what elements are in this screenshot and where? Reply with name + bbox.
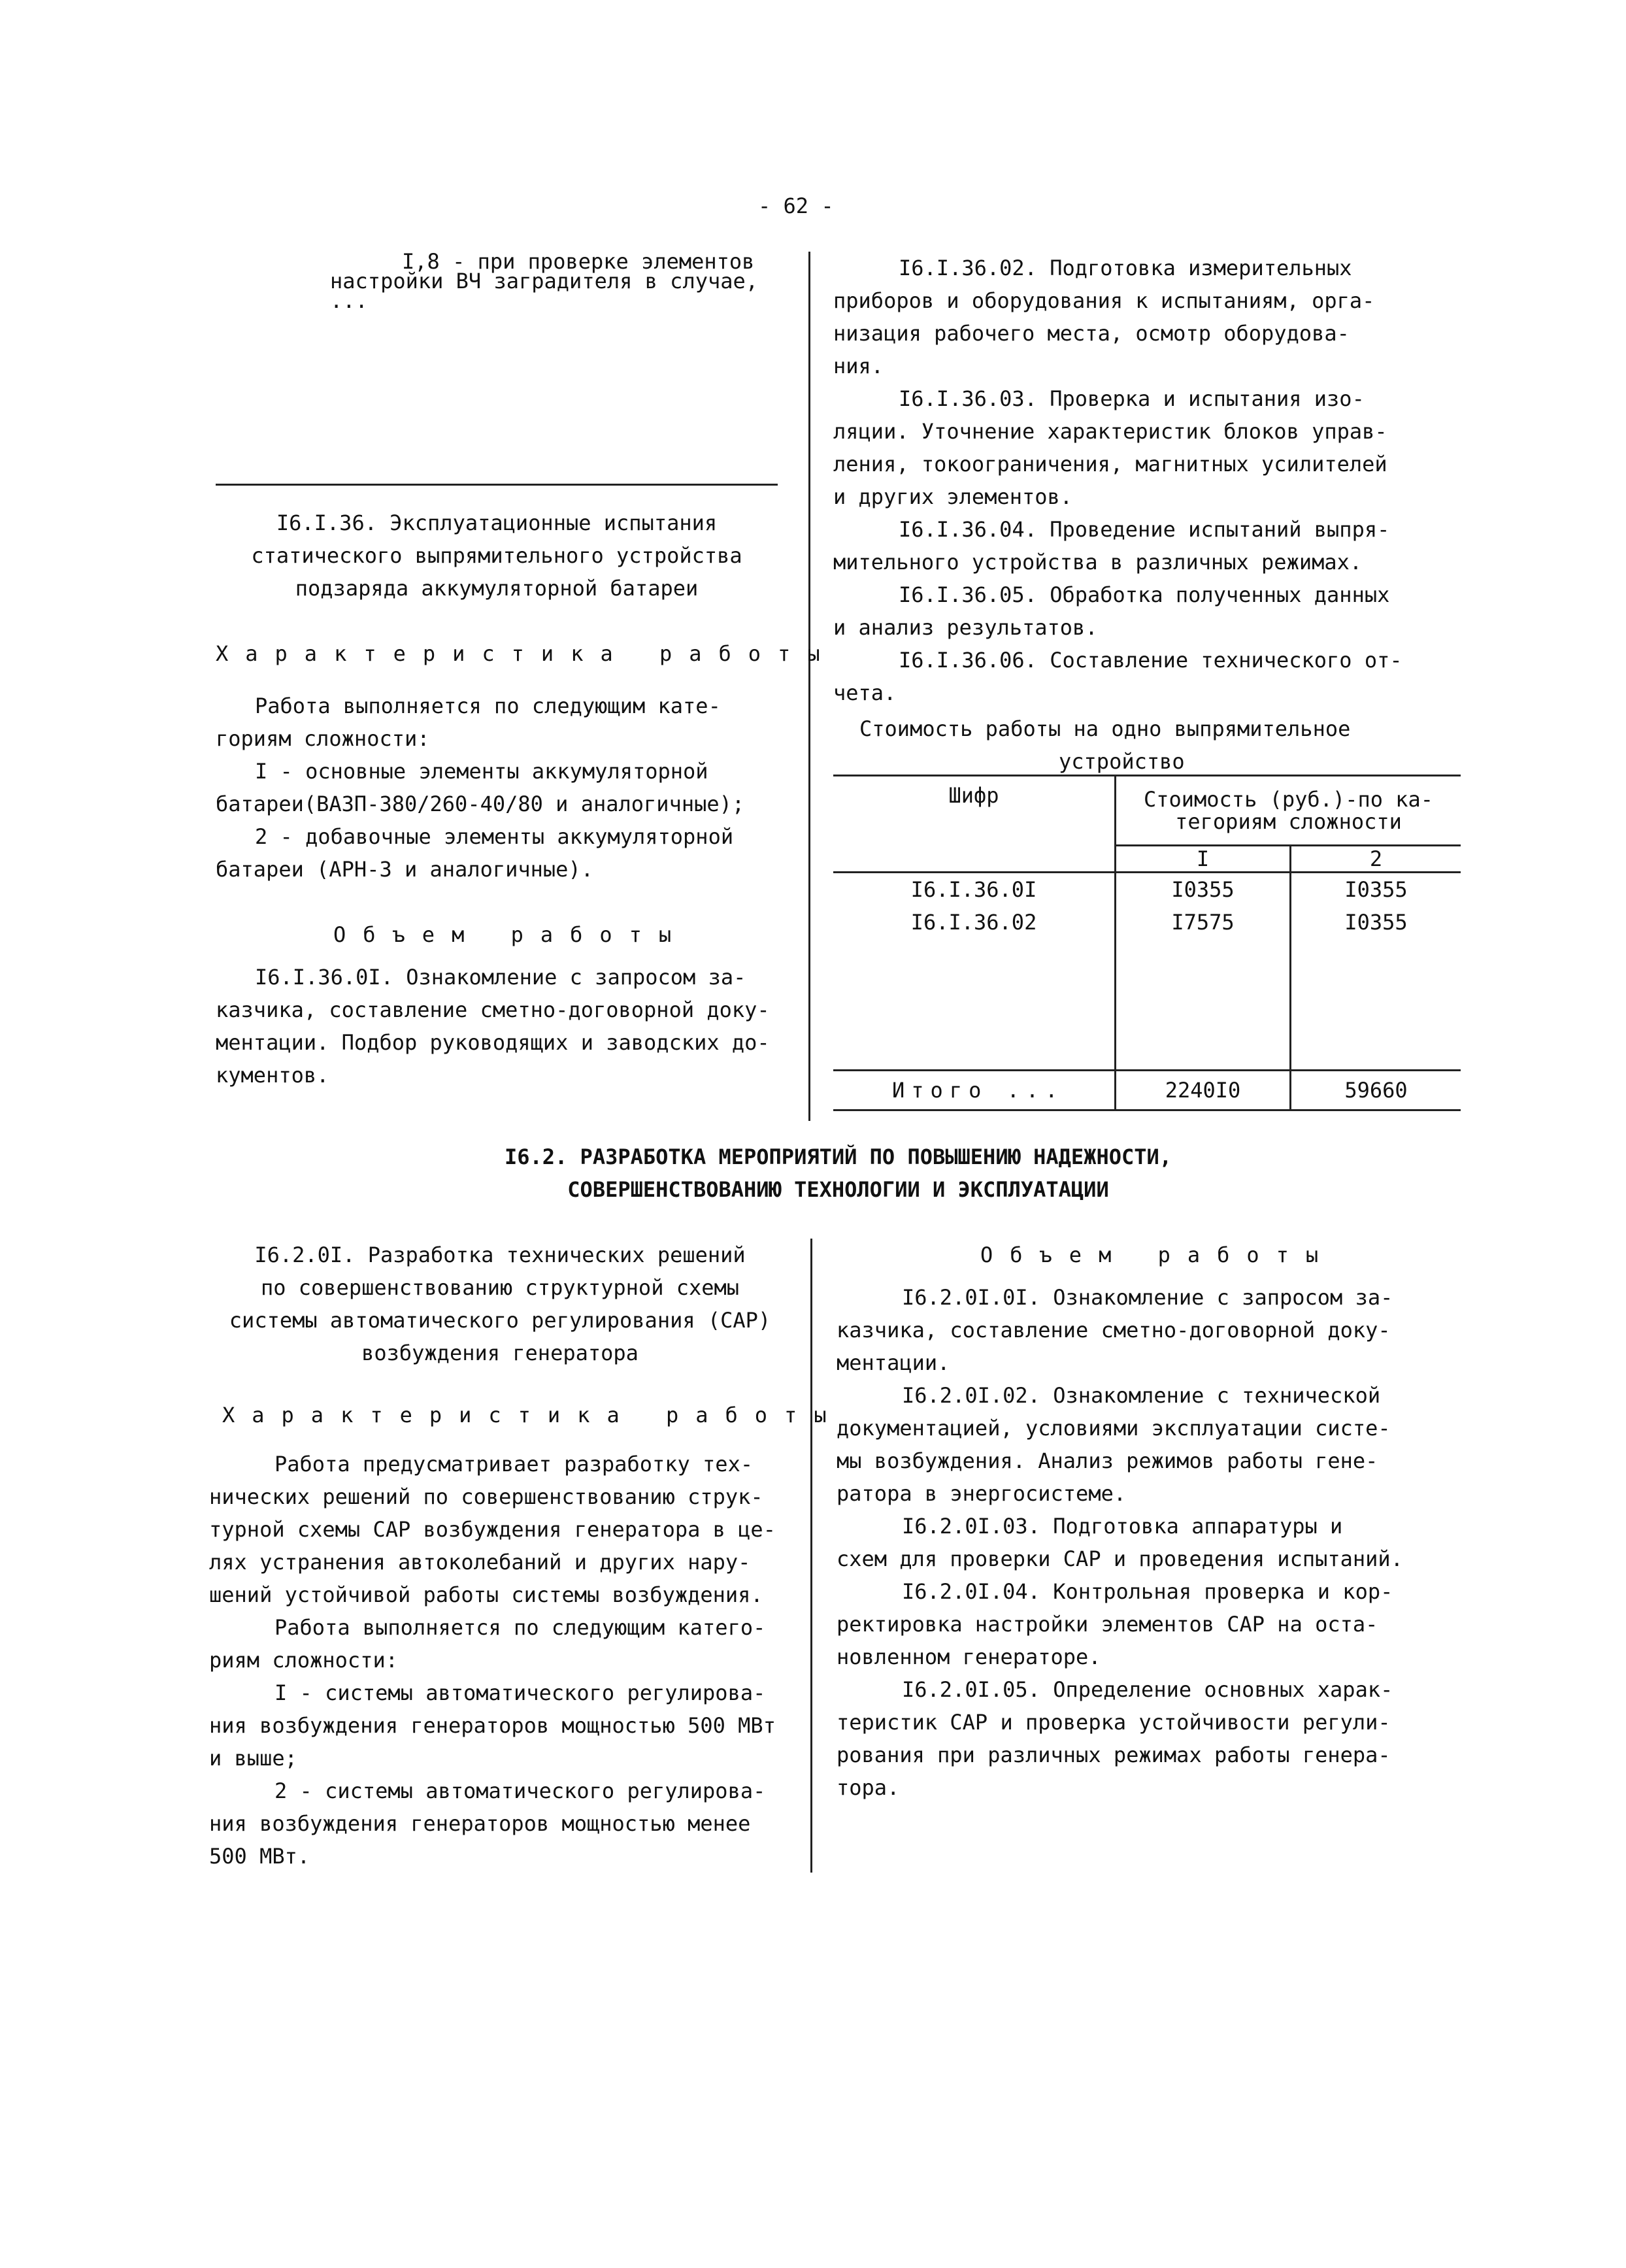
total-cat1: 2240I0 bbox=[1116, 1070, 1291, 1110]
paragraph-line: казчика, составление сметно-договорной доку- bbox=[216, 997, 770, 1022]
paragraph-line: I6.I.36.0I. Ознакомление с запросом за- bbox=[255, 965, 746, 990]
table-header-cost-line: Стоимость (руб.)-по ка- bbox=[1143, 786, 1434, 812]
row-cost-cat1: I0355 bbox=[1116, 872, 1291, 906]
note-line: I,8 - при проверке элементов bbox=[402, 249, 755, 274]
row-cost-cat1 bbox=[1116, 1004, 1291, 1037]
row-code: I6.I.36.0I bbox=[833, 872, 1116, 906]
title-line: системы автоматического регулирования (САР) bbox=[229, 1308, 771, 1333]
row-cost-cat1 bbox=[1116, 1037, 1291, 1071]
paragraph-line: турной схемы САР возбуждения генератора в це- bbox=[209, 1517, 776, 1542]
characteristic-text bbox=[209, 1448, 797, 1873]
paragraph-line: низация рабочего места, осмотр оборудова- bbox=[833, 321, 1350, 346]
total-label: Итого ... bbox=[833, 1070, 1116, 1110]
paragraph-line: I6.2.0I.05. Определение основных харак- bbox=[902, 1677, 1393, 1702]
coefficient-notes bbox=[330, 249, 759, 316]
paragraph-line: ляции. Уточнение характеристик блоков управ- bbox=[833, 419, 1387, 444]
paragraph-line: 2 - добавочные элементы аккумуляторной bbox=[255, 824, 734, 849]
cost-table bbox=[833, 775, 1461, 1111]
row-cost-cat2 bbox=[1291, 1004, 1461, 1037]
note-line: настройки ВЧ заградителя в случае, bbox=[330, 269, 759, 293]
table-row bbox=[833, 1037, 1461, 1071]
paragraph-line: ратора в энергосистеме. bbox=[837, 1481, 1127, 1506]
paragraph-line: I6.2.0I.0I. Ознакомление с запросом за- bbox=[902, 1285, 1393, 1310]
table-header-cat2: 2 bbox=[1291, 845, 1461, 872]
paragraph-line: I6.I.36.04. Проведение испытаний выпря- bbox=[899, 517, 1390, 542]
row-code bbox=[833, 1037, 1116, 1071]
section-16201-title bbox=[216, 1239, 784, 1369]
title-line: I6.I.36. Эксплуатационные испытания bbox=[276, 510, 718, 535]
paragraph-line: Работа предусматривает разработку тех- bbox=[274, 1452, 754, 1476]
characteristic-heading: Характеристика работы bbox=[222, 1403, 844, 1427]
paragraph-line: чета. bbox=[833, 680, 897, 705]
row-code: I6.I.36.02 bbox=[833, 906, 1116, 939]
paragraph-line: и анализ результатов. bbox=[833, 615, 1098, 640]
paragraph-line: документацией, условиями эксплуатации систе- bbox=[837, 1416, 1391, 1441]
row-code bbox=[833, 939, 1116, 971]
paragraph-line: I6.2.0I.03. Подготовка аппаратуры и bbox=[902, 1514, 1343, 1539]
table-header-cost-line: тегориям сложности bbox=[1175, 809, 1402, 834]
paragraph-line: мы возбуждения. Анализ режимов работы гене- bbox=[837, 1448, 1378, 1473]
cost-caption-line: устройство bbox=[1059, 749, 1185, 774]
row-cost-cat2: I0355 bbox=[1344, 876, 1408, 902]
paragraph-line: I - системы автоматического регулирова- bbox=[274, 1680, 766, 1705]
paragraph-line: ния возбуждения генераторов мощностью 500 МВт bbox=[209, 1713, 776, 1738]
table-row bbox=[833, 906, 1461, 939]
table-rule bbox=[833, 775, 1461, 776]
row-cost-cat1: I7575 bbox=[1116, 906, 1291, 939]
note-line: ... bbox=[330, 288, 368, 313]
paragraph-line: новленном генераторе. bbox=[837, 1644, 1101, 1669]
paragraph-line: приборов и оборудования к испытаниям, орга- bbox=[833, 288, 1375, 313]
title-line: возбуждения генератора bbox=[361, 1341, 639, 1365]
paragraph-line: I6.I.36.06. Составление технического от- bbox=[899, 648, 1402, 673]
table-row bbox=[833, 872, 1461, 906]
row-cost-cat2 bbox=[1291, 1037, 1461, 1071]
paragraph-line: риям сложности: bbox=[209, 1648, 398, 1673]
section-divider bbox=[216, 484, 778, 486]
volume-text bbox=[216, 961, 778, 1092]
table-header-cost bbox=[1116, 776, 1461, 845]
paragraph-line: гориям сложности: bbox=[216, 726, 430, 751]
section-1636-title bbox=[216, 507, 778, 605]
volume-text bbox=[837, 1281, 1464, 1804]
paragraph-line: мительного устройства в различных режимах. bbox=[833, 550, 1363, 575]
paragraph-line: тора. bbox=[837, 1775, 900, 1800]
title-line: по совершенствованию структурной схемы bbox=[260, 1275, 740, 1300]
cost-caption-line: Стоимость работы на одно выпрямительное bbox=[859, 716, 1351, 741]
volume-heading: Объем работы bbox=[333, 922, 689, 947]
paragraph-line: батареи (АРН-3 и аналогичные). bbox=[216, 857, 593, 882]
paragraph-line: кументов. bbox=[216, 1063, 329, 1088]
paragraph-line: и других элементов. bbox=[833, 484, 1073, 509]
title-line: статического выпрямительного устройства bbox=[251, 543, 742, 568]
paragraph-line: I6.I.36.02. Подготовка измерительных bbox=[899, 256, 1352, 280]
paragraph-line: I6.I.36.03. Проверка и испытания изо- bbox=[899, 386, 1365, 411]
row-cost-cat2 bbox=[1291, 971, 1461, 1004]
paragraph-line: 500 МВт. bbox=[209, 1844, 310, 1869]
paragraph-line: схем для проверки САР и проведения испытаний. bbox=[837, 1546, 1403, 1571]
paragraph-line: ментации. Подбор руководящих и заводских до- bbox=[216, 1030, 770, 1055]
row-code bbox=[833, 1004, 1116, 1037]
paragraph-line: казчика, составление сметно-договорной доку- bbox=[837, 1318, 1391, 1342]
table-row bbox=[833, 939, 1461, 971]
row-cost-cat1 bbox=[1116, 939, 1291, 971]
column-divider bbox=[808, 252, 810, 1121]
row-cost-cat2 bbox=[1291, 939, 1461, 971]
paragraph-line: ния возбуждения генераторов мощностью менее bbox=[209, 1811, 751, 1836]
section-162-title bbox=[216, 1141, 1461, 1206]
paragraph-line: 2 - системы автоматического регулирова- bbox=[274, 1778, 766, 1803]
paragraph-line: ментации. bbox=[837, 1350, 950, 1375]
volume-heading: Объем работы bbox=[980, 1242, 1336, 1267]
paragraph-line: рования при различных режимах работы генера- bbox=[837, 1743, 1391, 1767]
total-cat2: 59660 bbox=[1291, 1070, 1461, 1110]
row-cost-cat1 bbox=[1116, 971, 1291, 1004]
paragraph-line: ния. bbox=[833, 354, 884, 378]
table-total-row bbox=[833, 1070, 1461, 1110]
title-line: I6.2.0I. Разработка технических решений bbox=[254, 1242, 746, 1267]
table-row bbox=[833, 971, 1461, 1004]
paragraph-line: и выше; bbox=[209, 1746, 297, 1771]
title-line: подзаряда аккумуляторной батареи bbox=[295, 576, 699, 601]
characteristic-heading: Характеристика работы bbox=[216, 641, 837, 666]
row-cost-cat2: I0355 bbox=[1344, 909, 1408, 935]
table-row bbox=[833, 1004, 1461, 1037]
paragraph-line: ления, токоограничения, магнитных усилителей bbox=[833, 452, 1387, 476]
paragraph-line: батареи(ВАЗП-380/260-40/80 и аналогичные); bbox=[216, 792, 745, 816]
paragraph-line: теристик САР и проверка устойчивости регули- bbox=[837, 1710, 1391, 1735]
paragraph-line: Работа выполняется по следующим кате- bbox=[255, 693, 721, 718]
paragraph-line: I6.2.0I.02. Ознакомление с технической bbox=[902, 1383, 1381, 1408]
title-line: СОВЕРШЕНСТВОВАНИЮ ТЕХНОЛОГИИ И ЭКСПЛУАТАЦИИ bbox=[567, 1177, 1109, 1202]
characteristic-text bbox=[216, 690, 778, 886]
paragraph-line: I6.2.0I.04. Контрольная проверка и кор- bbox=[902, 1579, 1393, 1604]
page-number: - 62 - bbox=[758, 193, 834, 218]
paragraph-line: лях устранения автоколебаний и других нару- bbox=[209, 1550, 751, 1575]
table-header-cat1: I bbox=[1116, 845, 1291, 872]
paragraph-line: ректировка настройки элементов САР на оста- bbox=[837, 1612, 1378, 1637]
column-divider bbox=[810, 1239, 812, 1873]
paragraph-line: I - основные элементы аккумуляторной bbox=[255, 759, 708, 784]
paragraph-line: Работа выполняется по следующим катего- bbox=[274, 1615, 766, 1640]
paragraph-line: нических решений по совершенствованию струк- bbox=[209, 1484, 763, 1509]
paragraph-line: шений устойчивой работы системы возбуждения. bbox=[209, 1582, 763, 1607]
right-column-text bbox=[833, 252, 1461, 709]
table-header-code: Шифр bbox=[833, 776, 1116, 872]
paragraph-line: I6.I.36.05. Обработка полученных данных bbox=[899, 582, 1390, 607]
title-line: I6.2. РАЗРАБОТКА МЕРОПРИЯТИЙ ПО ПОВЫШЕНИЮ НАДЕЖНОСТИ, bbox=[504, 1144, 1172, 1169]
row-code bbox=[833, 971, 1116, 1004]
